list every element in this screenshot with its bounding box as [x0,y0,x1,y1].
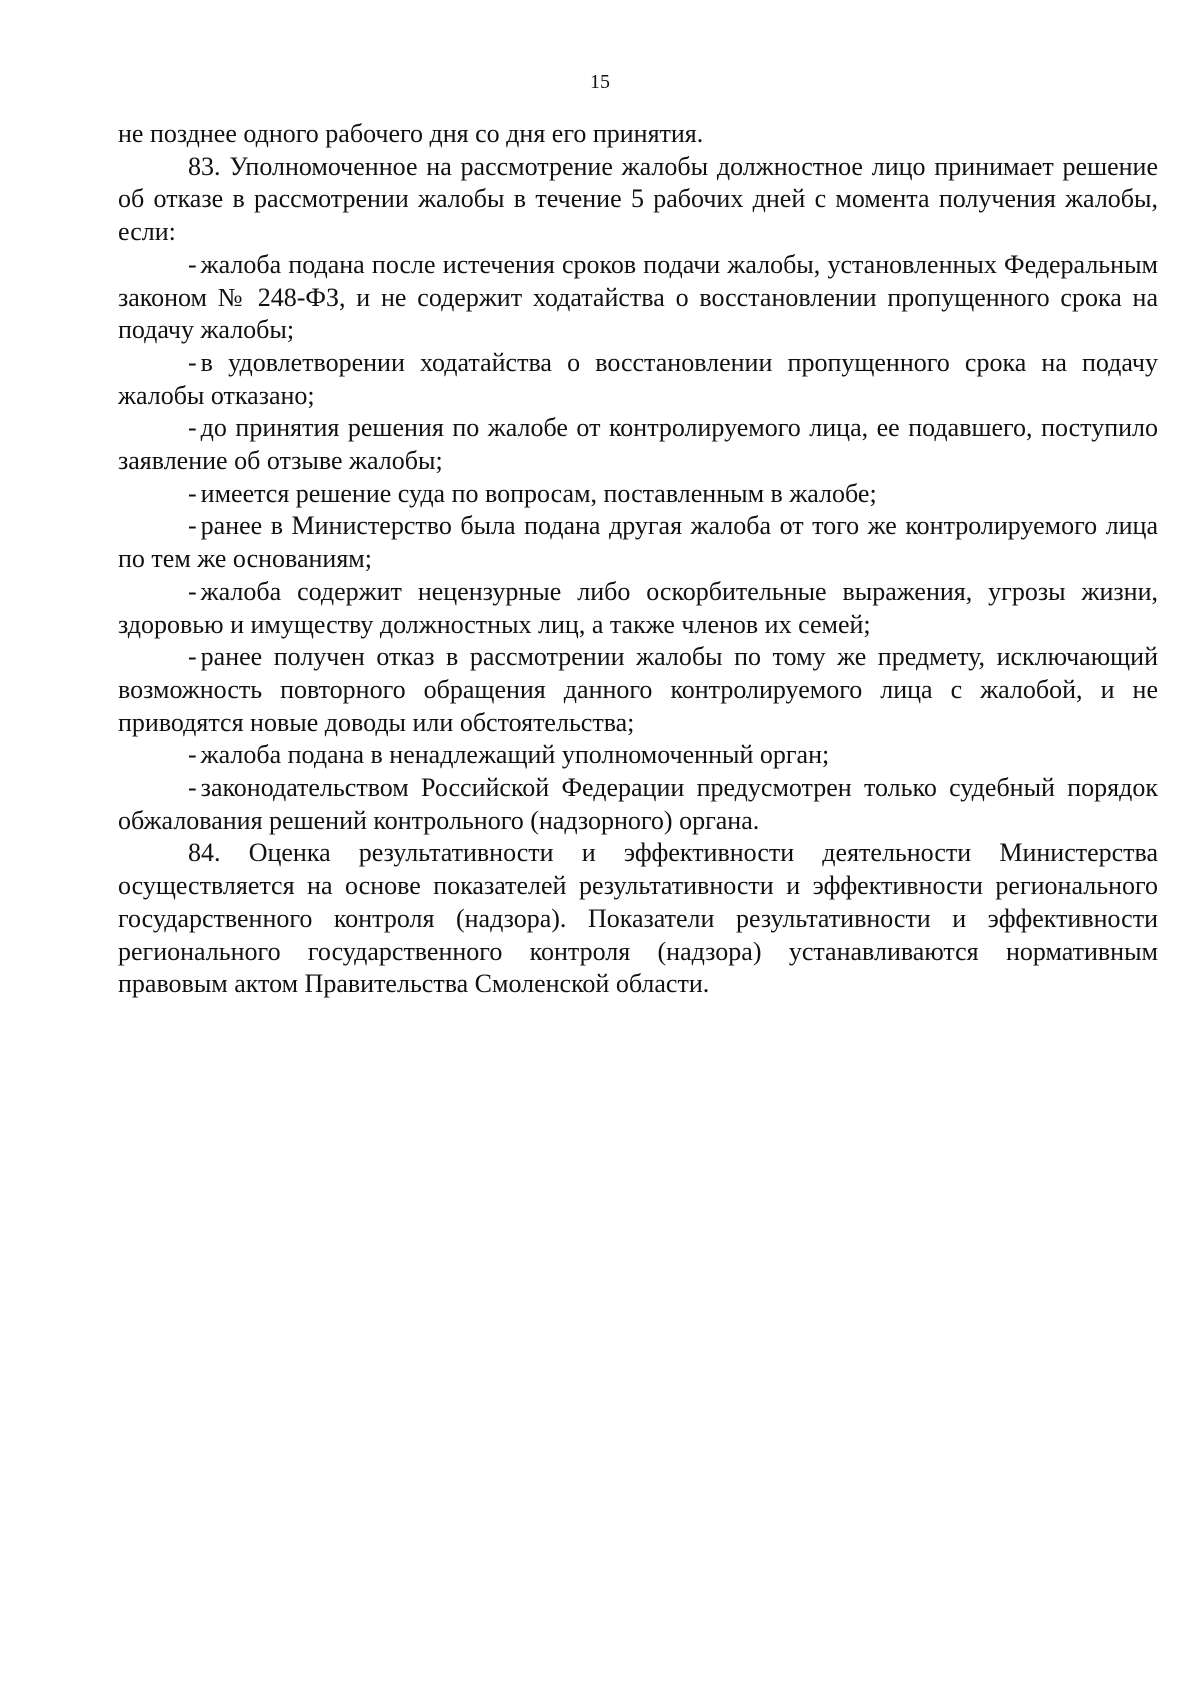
continuation-text: не позднее одного рабочего дня со дня его принятия. [118,119,704,148]
dash-marker: - [188,347,197,377]
paragraph-84 [118,837,1158,1001]
list-item [118,576,1158,641]
list-item-text: имеется решение суда по вопросам, поставленным в жалобе; [200,478,877,508]
list-item-text: жалоба содержит нецензурные либо оскорбительные выражения, угрозы жизни, здоровью и имуществу должностных лиц, а также членов их семей; [118,576,1158,639]
paragraph-84-text: Оценка результативности и эффективности деятельности Министерства осуществляется на основе показателей результативности и эффективности регионального государственного контроля (надзора). Показатели результативности и эффективности регионального государственного контроля (надзора) устанавливаются нормативным правовым актом Правительства Смоленской области. [118,838,1159,999]
list-item [118,510,1158,575]
list-item-text: жалоба подана в ненадлежащий уполномоченный орган; [200,740,830,770]
list-item-text: жалоба подана после истечения сроков подачи жалобы, установленных Федеральным законом № 248-ФЗ, и не содержит ходатайства о восстановлении пропущенного срока на подачу жалобы; [118,249,1158,345]
list-item [118,478,1158,511]
list-item-text: законодательством Российской Федерации предусмотрен только судебный порядок обжалования решений контрольного (надзорного) органа. [118,773,1158,835]
list-item-text: ранее получен отказ в рассмотрении жалобы по тому же предмету, исключающий возможность повторного обращения данного контролируемого лица с жалобой, и не приводятся новые доводы или обстоятельства; [118,642,1158,737]
list-item [118,412,1158,477]
dash-marker: - [188,478,197,508]
dash-marker: - [188,773,197,803]
dash-marker: - [188,740,197,770]
document-body [118,118,1158,1001]
list-item-text: до принятия решения по жалобе от контролируемого лица, ее подавшего, поступило заявление об отзыве жалобы; [118,413,1158,476]
dash-marker: - [188,249,197,279]
list-item [118,347,1158,412]
dash-marker: - [188,642,197,672]
list-item-text: в удовлетворении ходатайства о восстановлении пропущенного срока на подачу жалобы отказано; [118,347,1158,410]
paragraph-83-text: Уполномоченное на рассмотрение жалобы должностное лицо принимает решение об отказе в рассмотрении жалобы в течение 5 рабочих дней с момента получения жалобы, если: [118,151,1158,247]
list-item [118,641,1158,739]
list-item-text: ранее в Министерство была подана другая жалоба от того же контролируемого лица по тем же основаниям; [118,511,1158,574]
dash-marker: - [188,576,197,606]
paragraph-83 [118,151,1158,249]
list-item [118,739,1158,772]
paragraph-83-number: 83. [188,151,221,181]
list-item [118,249,1158,347]
dash-marker: - [188,511,197,541]
list-item [118,772,1158,837]
page-number: 15 [590,71,610,93]
dash-marker: - [188,413,197,443]
paragraph-84-number: 84. [188,838,221,868]
